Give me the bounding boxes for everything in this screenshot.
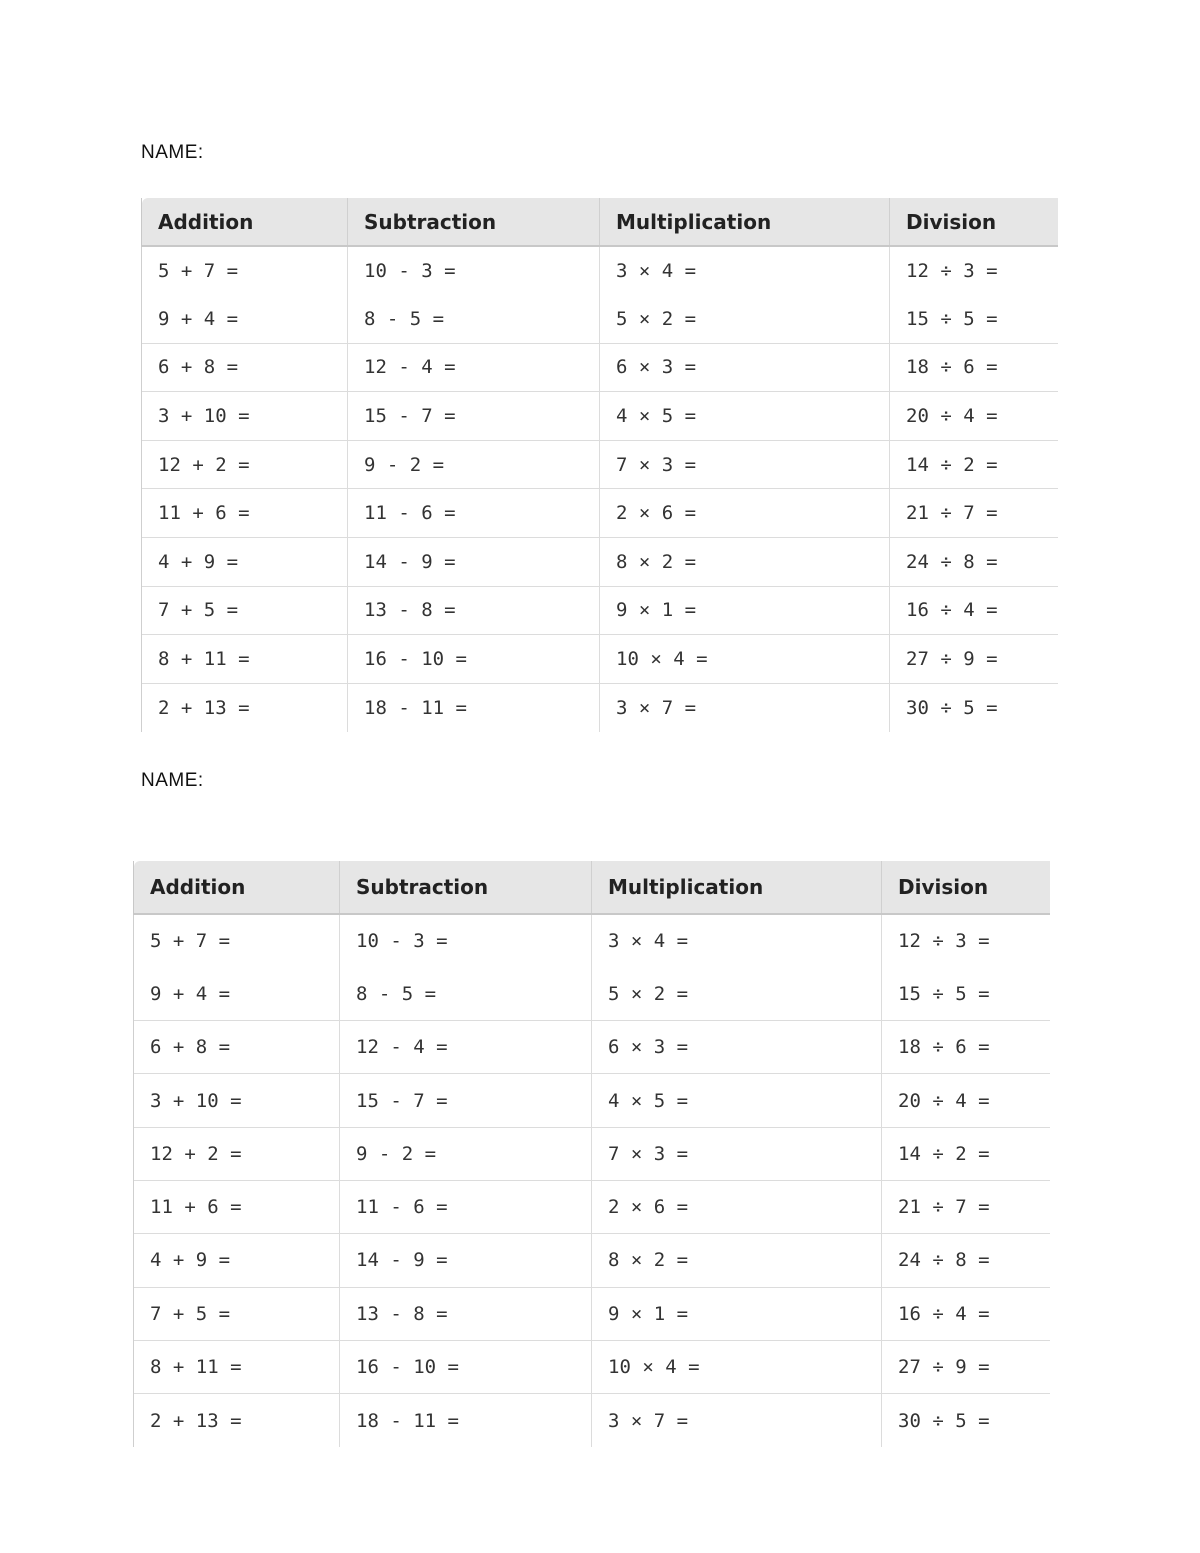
addition-problem: 3 + 10 = (134, 1074, 340, 1127)
division-problem: 30 ÷ 5 = (890, 683, 1058, 732)
table-row (134, 1394, 1050, 1447)
multiplication-problem: 3 × 7 = (600, 683, 890, 732)
addition-problem: 8 + 11 = (134, 1340, 340, 1393)
multiplication-problem: 5 × 2 = (600, 295, 890, 344)
multiplication-problem: 5 × 2 = (592, 967, 882, 1020)
math-facts-table (141, 198, 1058, 732)
division-problem: 15 ÷ 5 = (890, 295, 1058, 344)
multiplication-problem: 6 × 3 = (592, 1021, 882, 1074)
multiplication-problem: 2 × 6 = (592, 1180, 882, 1233)
division-problem: 12 ÷ 3 = (890, 246, 1058, 295)
table-row (134, 1340, 1050, 1393)
column-header-multiplication: Multiplication (600, 198, 890, 246)
addition-problem: 9 + 4 = (142, 295, 348, 344)
addition-problem: 7 + 5 = (134, 1287, 340, 1340)
subtraction-problem: 14 - 9 = (340, 1234, 592, 1287)
multiplication-problem: 8 × 2 = (592, 1234, 882, 1287)
multiplication-problem: 9 × 1 = (592, 1287, 882, 1340)
subtraction-problem: 16 - 10 = (348, 635, 600, 684)
table-row (134, 914, 1050, 967)
table-row (134, 1287, 1050, 1340)
table-header-row (142, 198, 1058, 246)
subtraction-problem: 18 - 11 = (340, 1394, 592, 1447)
table-row (134, 1074, 1050, 1127)
subtraction-problem: 9 - 2 = (340, 1127, 592, 1180)
division-problem: 21 ÷ 7 = (882, 1180, 1050, 1233)
table-row (134, 1021, 1050, 1074)
division-problem: 14 ÷ 2 = (882, 1127, 1050, 1180)
division-problem: 27 ÷ 9 = (882, 1340, 1050, 1393)
addition-problem: 5 + 7 = (142, 246, 348, 295)
subtraction-problem: 13 - 8 = (348, 586, 600, 635)
subtraction-problem: 12 - 4 = (348, 343, 600, 392)
division-problem: 16 ÷ 4 = (882, 1287, 1050, 1340)
addition-problem: 12 + 2 = (134, 1127, 340, 1180)
subtraction-problem: 15 - 7 = (348, 392, 600, 441)
table-row (142, 683, 1058, 732)
subtraction-problem: 8 - 5 = (340, 967, 592, 1020)
column-header-addition: Addition (134, 861, 340, 914)
addition-problem: 2 + 13 = (134, 1394, 340, 1447)
table-row (142, 440, 1058, 489)
column-header-subtraction: Subtraction (340, 861, 592, 914)
division-problem: 18 ÷ 6 = (890, 343, 1058, 392)
table-row (142, 246, 1058, 295)
name-label: NAME: (141, 142, 204, 163)
multiplication-problem: 4 × 5 = (592, 1074, 882, 1127)
subtraction-problem: 15 - 7 = (340, 1074, 592, 1127)
table-row (142, 538, 1058, 587)
division-problem: 12 ÷ 3 = (882, 914, 1050, 967)
subtraction-problem: 18 - 11 = (348, 683, 600, 732)
subtraction-problem: 11 - 6 = (340, 1180, 592, 1233)
division-problem: 20 ÷ 4 = (882, 1074, 1050, 1127)
table-row (142, 343, 1058, 392)
math-facts-table (133, 861, 1050, 1447)
column-header-multiplication: Multiplication (592, 861, 882, 914)
table-row (134, 967, 1050, 1020)
division-problem: 24 ÷ 8 = (882, 1234, 1050, 1287)
division-problem: 24 ÷ 8 = (890, 538, 1058, 587)
addition-problem: 3 + 10 = (142, 392, 348, 441)
column-header-subtraction: Subtraction (348, 198, 600, 246)
table-row (134, 1234, 1050, 1287)
multiplication-problem: 7 × 3 = (592, 1127, 882, 1180)
subtraction-problem: 11 - 6 = (348, 489, 600, 538)
multiplication-problem: 9 × 1 = (600, 586, 890, 635)
column-header-division: Division (890, 198, 1058, 246)
addition-problem: 12 + 2 = (142, 440, 348, 489)
subtraction-problem: 14 - 9 = (348, 538, 600, 587)
table-header-row (134, 861, 1050, 914)
addition-problem: 6 + 8 = (134, 1021, 340, 1074)
subtraction-problem: 16 - 10 = (340, 1340, 592, 1393)
division-problem: 21 ÷ 7 = (890, 489, 1058, 538)
table-row (142, 295, 1058, 344)
multiplication-problem: 7 × 3 = (600, 440, 890, 489)
addition-problem: 8 + 11 = (142, 635, 348, 684)
addition-problem: 4 + 9 = (134, 1234, 340, 1287)
multiplication-problem: 6 × 3 = (600, 343, 890, 392)
subtraction-problem: 9 - 2 = (348, 440, 600, 489)
multiplication-problem: 8 × 2 = (600, 538, 890, 587)
division-problem: 18 ÷ 6 = (882, 1021, 1050, 1074)
division-problem: 14 ÷ 2 = (890, 440, 1058, 489)
division-problem: 15 ÷ 5 = (882, 967, 1050, 1020)
multiplication-problem: 10 × 4 = (592, 1340, 882, 1393)
subtraction-problem: 13 - 8 = (340, 1287, 592, 1340)
column-header-addition: Addition (142, 198, 348, 246)
addition-problem: 11 + 6 = (142, 489, 348, 538)
addition-problem: 6 + 8 = (142, 343, 348, 392)
subtraction-problem: 10 - 3 = (348, 246, 600, 295)
table-row (134, 1180, 1050, 1233)
name-label: NAME: (141, 770, 204, 791)
addition-problem: 4 + 9 = (142, 538, 348, 587)
multiplication-problem: 4 × 5 = (600, 392, 890, 441)
table-row (142, 489, 1058, 538)
column-header-division: Division (882, 861, 1050, 914)
addition-problem: 9 + 4 = (134, 967, 340, 1020)
multiplication-problem: 3 × 4 = (600, 246, 890, 295)
table-row (134, 1127, 1050, 1180)
division-problem: 27 ÷ 9 = (890, 635, 1058, 684)
multiplication-problem: 10 × 4 = (600, 635, 890, 684)
table-row (142, 635, 1058, 684)
subtraction-problem: 10 - 3 = (340, 914, 592, 967)
division-problem: 20 ÷ 4 = (890, 392, 1058, 441)
table-row (142, 586, 1058, 635)
division-problem: 30 ÷ 5 = (882, 1394, 1050, 1447)
addition-problem: 7 + 5 = (142, 586, 348, 635)
division-problem: 16 ÷ 4 = (890, 586, 1058, 635)
multiplication-problem: 2 × 6 = (600, 489, 890, 538)
addition-problem: 11 + 6 = (134, 1180, 340, 1233)
addition-problem: 2 + 13 = (142, 683, 348, 732)
multiplication-problem: 3 × 4 = (592, 914, 882, 967)
table-row (142, 392, 1058, 441)
subtraction-problem: 8 - 5 = (348, 295, 600, 344)
subtraction-problem: 12 - 4 = (340, 1021, 592, 1074)
multiplication-problem: 3 × 7 = (592, 1394, 882, 1447)
addition-problem: 5 + 7 = (134, 914, 340, 967)
